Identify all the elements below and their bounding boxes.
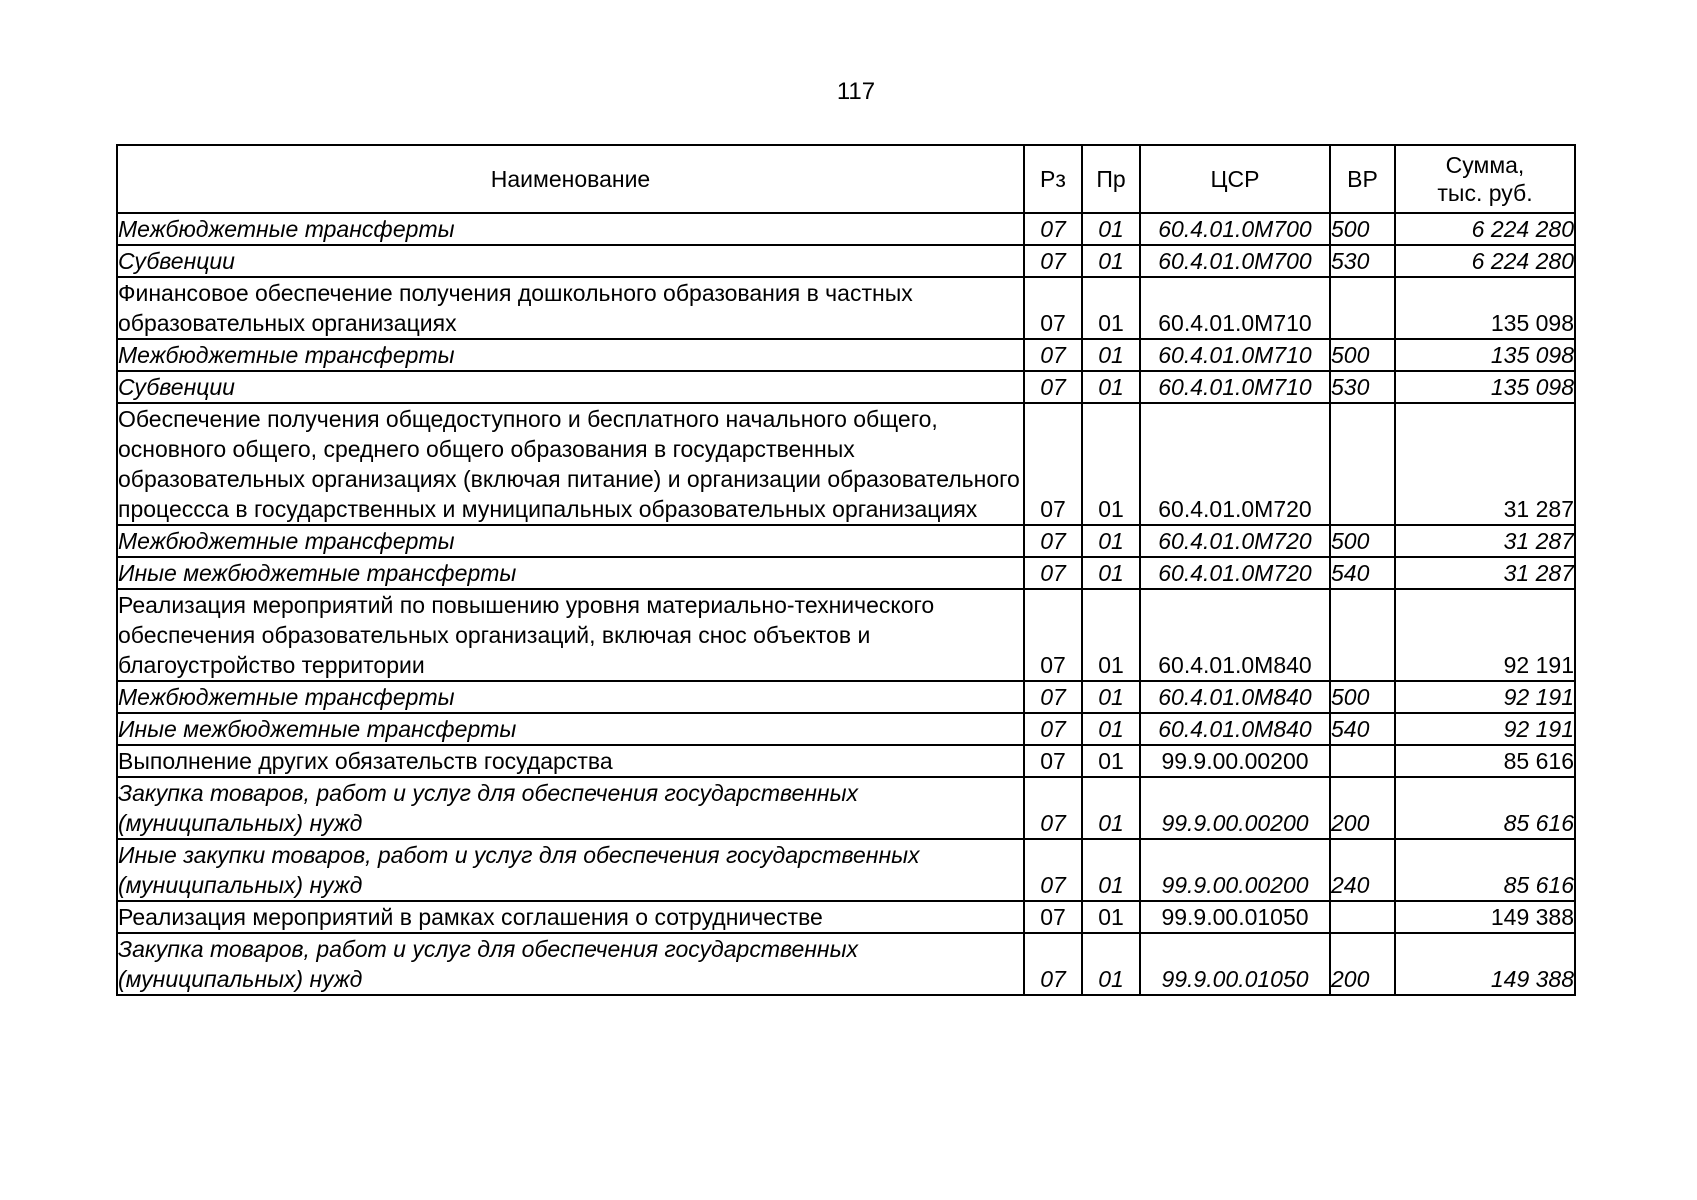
table-row	[117, 589, 1575, 681]
row-name-cell: Иные закупки товаров, работ и услуг для обеспечения государственных (муниципальных) нужд	[117, 839, 1024, 901]
table-row	[117, 403, 1575, 525]
row-pr-cell: 01	[1082, 713, 1140, 745]
row-csr-cell: 60.4.01.0М710	[1140, 371, 1330, 403]
row-csr-cell: 60.4.01.0М700	[1140, 213, 1330, 245]
row-pr-cell: 01	[1082, 525, 1140, 557]
row-csr-cell: 60.4.01.0М840	[1140, 681, 1330, 713]
table-row	[117, 339, 1575, 371]
row-pr-cell: 01	[1082, 213, 1140, 245]
row-vr-cell: 500	[1330, 681, 1395, 713]
row-vr-cell	[1330, 901, 1395, 933]
row-name-cell: Финансовое обеспечение получения дошкольного образования в частных образовательных организациях	[117, 277, 1024, 339]
row-sum-cell: 149 388	[1395, 901, 1575, 933]
row-rz-cell: 07	[1024, 403, 1082, 525]
row-name-cell: Выполнение других обязательств государства	[117, 745, 1024, 777]
row-vr-cell	[1330, 277, 1395, 339]
row-csr-cell: 60.4.01.0М710	[1140, 277, 1330, 339]
row-name-cell: Субвенции	[117, 245, 1024, 277]
row-pr-cell: 01	[1082, 901, 1140, 933]
row-vr-cell: 200	[1330, 777, 1395, 839]
row-csr-cell: 60.4.01.0М840	[1140, 713, 1330, 745]
row-rz-cell: 07	[1024, 589, 1082, 681]
table-row	[117, 245, 1575, 277]
header-csr: ЦСР	[1140, 145, 1330, 213]
row-pr-cell: 01	[1082, 777, 1140, 839]
row-sum-cell: 85 616	[1395, 745, 1575, 777]
row-pr-cell: 01	[1082, 245, 1140, 277]
row-sum-cell: 92 191	[1395, 589, 1575, 681]
table-row	[117, 557, 1575, 589]
row-sum-cell: 135 098	[1395, 277, 1575, 339]
row-rz-cell: 07	[1024, 933, 1082, 995]
row-name-cell: Обеспечение получения общедоступного и бесплатного начального общего, основного общего, среднего общего образования в государственных образовательных организациях (включая питание) и организации образовательного процессса в государственных и муниципальных образовательных организациях	[117, 403, 1024, 525]
header-sum-line1: Сумма,	[1445, 152, 1525, 178]
row-vr-cell: 530	[1330, 245, 1395, 277]
row-name-cell: Межбюджетные трансферты	[117, 525, 1024, 557]
row-vr-cell	[1330, 403, 1395, 525]
row-rz-cell: 07	[1024, 745, 1082, 777]
row-sum-cell: 31 287	[1395, 557, 1575, 589]
row-vr-cell: 500	[1330, 339, 1395, 371]
row-vr-cell: 500	[1330, 525, 1395, 557]
page-number: 117	[836, 78, 876, 105]
row-name-cell: Межбюджетные трансферты	[117, 681, 1024, 713]
row-name-cell: Закупка товаров, работ и услуг для обеспечения государственных (муниципальных) нужд	[117, 933, 1024, 995]
header-name: Наименование	[117, 145, 1024, 213]
row-rz-cell: 07	[1024, 525, 1082, 557]
table-row	[117, 713, 1575, 745]
table-row	[117, 839, 1575, 901]
row-name-cell: Закупка товаров, работ и услуг для обеспечения государственных (муниципальных) нужд	[117, 777, 1024, 839]
row-vr-cell: 540	[1330, 713, 1395, 745]
row-csr-cell: 60.4.01.0М710	[1140, 339, 1330, 371]
row-vr-cell: 240	[1330, 839, 1395, 901]
row-pr-cell: 01	[1082, 557, 1140, 589]
row-sum-cell: 92 191	[1395, 713, 1575, 745]
row-rz-cell: 07	[1024, 557, 1082, 589]
row-rz-cell: 07	[1024, 901, 1082, 933]
row-vr-cell: 540	[1330, 557, 1395, 589]
row-name-cell: Реализация мероприятий в рамках соглашения о сотрудничестве	[117, 901, 1024, 933]
row-csr-cell: 60.4.01.0М720	[1140, 403, 1330, 525]
row-sum-cell: 135 098	[1395, 371, 1575, 403]
row-sum-cell: 135 098	[1395, 339, 1575, 371]
row-sum-cell: 31 287	[1395, 525, 1575, 557]
row-sum-cell: 31 287	[1395, 403, 1575, 525]
header-sum-line2: тыс. руб.	[1437, 180, 1533, 206]
row-csr-cell: 99.9.00.01050	[1140, 933, 1330, 995]
row-pr-cell: 01	[1082, 933, 1140, 995]
row-sum-cell: 92 191	[1395, 681, 1575, 713]
row-csr-cell: 99.9.00.00200	[1140, 839, 1330, 901]
row-name-cell: Субвенции	[117, 371, 1024, 403]
row-pr-cell: 01	[1082, 589, 1140, 681]
row-rz-cell: 07	[1024, 371, 1082, 403]
row-pr-cell: 01	[1082, 277, 1140, 339]
row-pr-cell: 01	[1082, 681, 1140, 713]
table-row	[117, 745, 1575, 777]
row-rz-cell: 07	[1024, 777, 1082, 839]
row-csr-cell: 60.4.01.0М700	[1140, 245, 1330, 277]
row-name-cell: Межбюджетные трансферты	[117, 213, 1024, 245]
row-name-cell: Иные межбюджетные трансферты	[117, 557, 1024, 589]
row-pr-cell: 01	[1082, 403, 1140, 525]
budget-table	[116, 144, 1576, 996]
table-row	[117, 777, 1575, 839]
row-csr-cell: 60.4.01.0М840	[1140, 589, 1330, 681]
row-vr-cell: 530	[1330, 371, 1395, 403]
table-row	[117, 525, 1575, 557]
row-rz-cell: 07	[1024, 245, 1082, 277]
table-row	[117, 213, 1575, 245]
header-pr: Пр	[1082, 145, 1140, 213]
row-sum-cell: 6 224 280	[1395, 213, 1575, 245]
row-name-cell: Иные межбюджетные трансферты	[117, 713, 1024, 745]
row-sum-cell: 6 224 280	[1395, 245, 1575, 277]
row-rz-cell: 07	[1024, 681, 1082, 713]
table-body	[117, 213, 1575, 995]
row-vr-cell	[1330, 589, 1395, 681]
row-rz-cell: 07	[1024, 339, 1082, 371]
table-row	[117, 933, 1575, 995]
row-vr-cell: 500	[1330, 213, 1395, 245]
row-sum-cell: 85 616	[1395, 777, 1575, 839]
row-csr-cell: 99.9.00.01050	[1140, 901, 1330, 933]
header-sum	[1395, 145, 1575, 213]
table-row	[117, 681, 1575, 713]
row-name-cell: Реализация мероприятий по повышению уровня материально-технического обеспечения образовательных организаций, включая снос объектов и благоустройство территории	[117, 589, 1024, 681]
row-rz-cell: 07	[1024, 213, 1082, 245]
row-csr-cell: 99.9.00.00200	[1140, 777, 1330, 839]
row-vr-cell: 200	[1330, 933, 1395, 995]
row-pr-cell: 01	[1082, 339, 1140, 371]
header-vr: ВР	[1330, 145, 1395, 213]
row-pr-cell: 01	[1082, 371, 1140, 403]
row-rz-cell: 07	[1024, 277, 1082, 339]
table-header-row	[117, 145, 1575, 213]
row-csr-cell: 99.9.00.00200	[1140, 745, 1330, 777]
row-vr-cell	[1330, 745, 1395, 777]
table-row	[117, 277, 1575, 339]
row-sum-cell: 85 616	[1395, 839, 1575, 901]
row-rz-cell: 07	[1024, 839, 1082, 901]
row-csr-cell: 60.4.01.0М720	[1140, 557, 1330, 589]
row-pr-cell: 01	[1082, 745, 1140, 777]
row-pr-cell: 01	[1082, 839, 1140, 901]
table-row	[117, 371, 1575, 403]
row-rz-cell: 07	[1024, 713, 1082, 745]
table-row	[117, 901, 1575, 933]
row-name-cell: Межбюджетные трансферты	[117, 339, 1024, 371]
row-csr-cell: 60.4.01.0М720	[1140, 525, 1330, 557]
header-rz: Рз	[1024, 145, 1082, 213]
row-sum-cell: 149 388	[1395, 933, 1575, 995]
